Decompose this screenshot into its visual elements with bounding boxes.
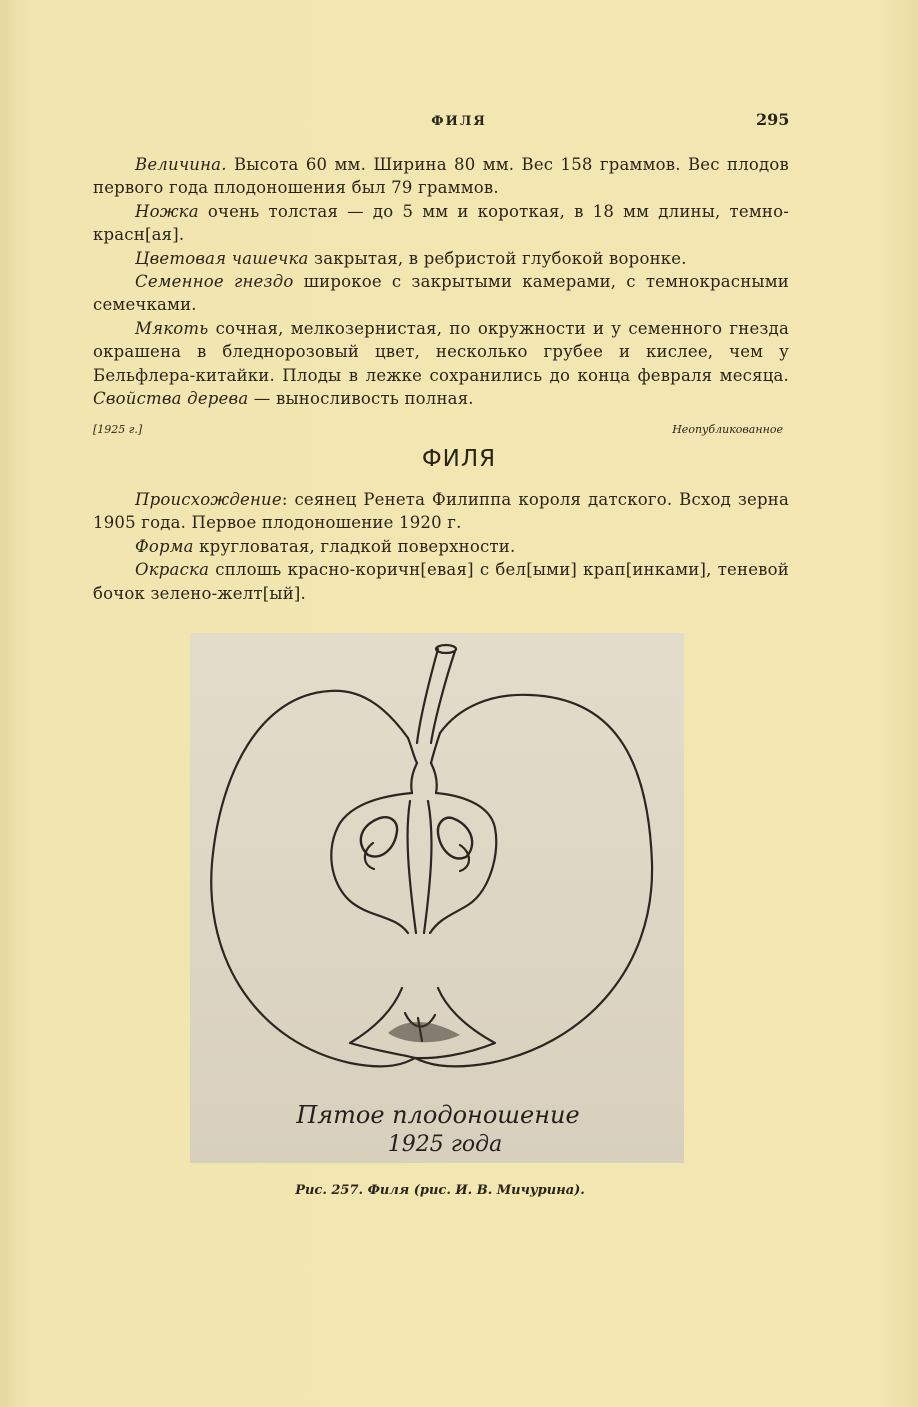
paragraph-shape: Форма кругловатая, гладкой поверхности. bbox=[135, 536, 516, 556]
paragraph-stalk: Ножка очень толстая — до 5 мм и короткая, в 18 мм длины, темно-красн[ая]. bbox=[93, 201, 789, 245]
publication-status: Неопубликованное bbox=[672, 423, 783, 436]
figure-caption: Рис. 257. Филя (рис. И. В. Мичурина). bbox=[295, 1183, 585, 1198]
paragraph-origin: Происхождение: сеянец Ренета Филиппа короля датского. Всход зерна 1905 года. Первое плодоношение 1920 г. bbox=[93, 490, 789, 533]
paragraph-color: Окраска сплошь красно-коричн[евая] с бел[ыми] крап[инками], теневой бочок зелено-желт[ый]. bbox=[93, 560, 789, 603]
page-number: 295 bbox=[756, 110, 790, 129]
apple-cross-section-icon bbox=[190, 633, 684, 1163]
section-text bbox=[93, 488, 789, 605]
entry-date: [1925 г.] bbox=[93, 423, 143, 436]
running-title: ФИЛЯ bbox=[431, 114, 487, 129]
handwriting-line-2: 1925 года bbox=[387, 1132, 503, 1157]
section-title: ФИЛЯ bbox=[421, 446, 497, 472]
apple-drawing bbox=[190, 633, 684, 1163]
paragraph-flesh: Мякоть сочная, мелкозернистая, по окружности и у семенного гнезда окрашена в бледнорозовый цвет, несколько грубее и кислее, чем у Бельфлера-китайки. Плоды в лежке сохранились до конца февраля месяца. Свойства дерева — выносливость полная. bbox=[93, 318, 789, 409]
paragraph-seed-cavity: Семенное гнездо широкое с закрытыми камерами, с темнокрасными семечками. bbox=[93, 272, 789, 315]
paragraph-size: Величина. Высота 60 мм. Ширина 80 мм. Вес 158 граммов. Вес плодов первого года плодоношения был 79 граммов. bbox=[93, 155, 789, 198]
handwriting-line-1: Пятое плодоношение bbox=[296, 1101, 580, 1129]
previous-entry-text bbox=[93, 153, 789, 410]
paragraph-calyx: Цветовая чашечка закрытая, в ребристой глубокой воронке. bbox=[135, 248, 687, 268]
